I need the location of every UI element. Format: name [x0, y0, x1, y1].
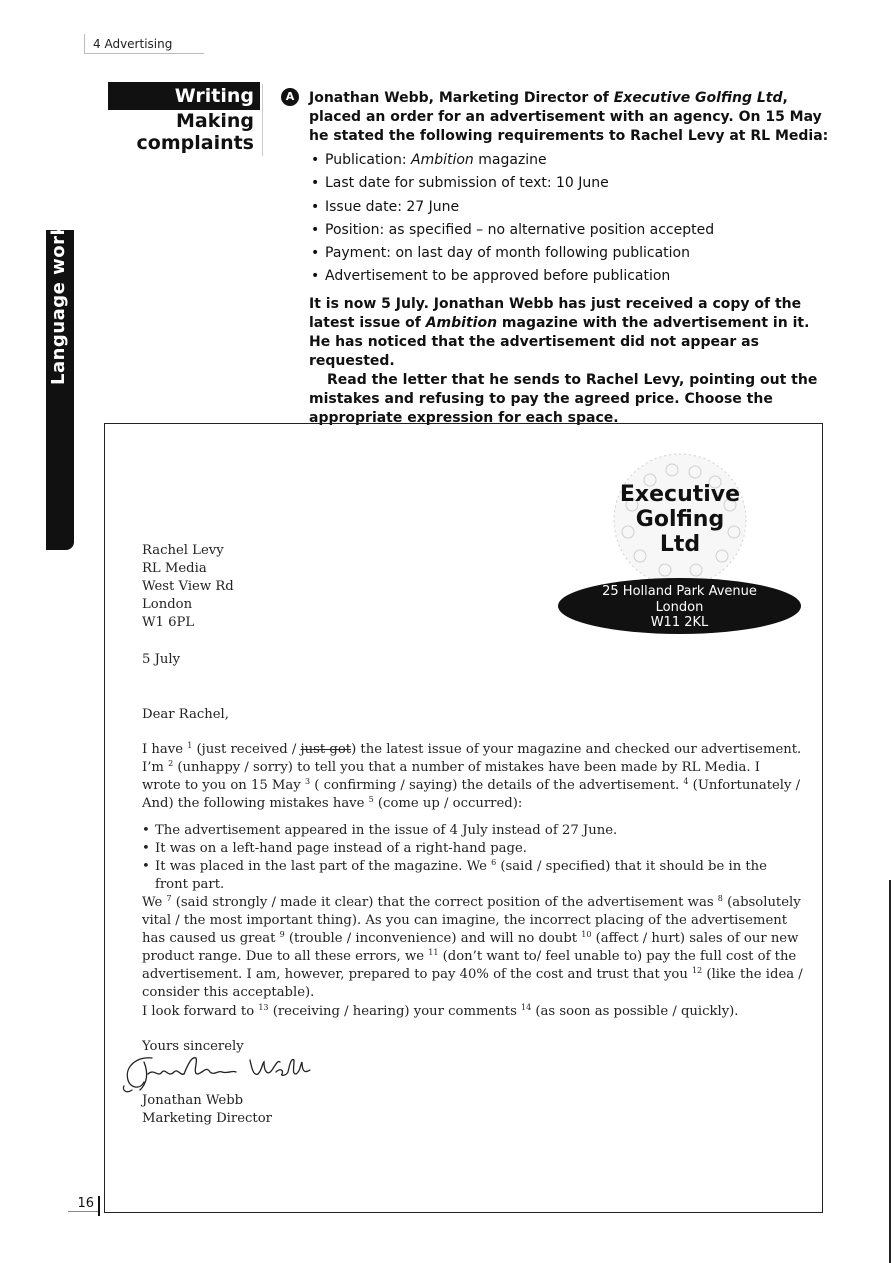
page-edge: [889, 880, 891, 1263]
list-item: • The advertisement appeared in the issue of 4 July instead of 27 June.: [142, 822, 802, 840]
letter-date: 5 July: [142, 652, 181, 667]
letter-closing: Yours sincerely: [142, 1039, 244, 1054]
side-tab-label: Language work: [48, 223, 69, 385]
letter-paragraph-3: I look forward to $^{13}$ (receiving / hearing) your comments $^{14}$ (as soon as possible / quickly).: [142, 1003, 739, 1019]
recipient-address: Rachel Levy RL Media West View Rd London W1 6PL: [142, 543, 234, 630]
company-address: 25 Holland Park Avenue London W11 2KL: [602, 584, 757, 630]
list-item: • Advertisement to be approved before publication: [309, 265, 819, 288]
list-item: • It was placed in the last part of the magazine. We $^6$ (said / specified) that it should be in the front part.: [142, 858, 802, 894]
signatory-title: Marketing Director: [142, 1111, 272, 1126]
exercise-intro: Jonathan Webb, Marketing Director of Executive Golfing Ltd, placed an order for an advertisement with an agency. On 15 May he stated the following requirements to Rachel Levy at RL Media:: [309, 90, 829, 144]
letter-paragraph-1: I have $^1$ (just received / just got) the latest issue of your magazine and checked our advertisement. I’m $^2$ (unhappy / sorry) to tell you that a number of mistakes have been made by RL Media. I wrote to you on 15 May $^3$ ( confirming / saying) the details of the advertisement. $^4$ (Unfortunately / And) the following mistakes have $^5$ (come up / occurred):: [142, 741, 802, 811]
section-divider: [262, 84, 263, 156]
company-logo-text: Executive Golfing Ltd: [619, 482, 741, 557]
exercise-task: It is now 5 July. Jonathan Webb has just received a copy of the latest issue of Ambition magazine with the advertisement in it. He has noticed that the advertisement did not appear as requested. Read the letter that he sends to Rachel Levy, pointing out the mistakes and refusing to pay the agreed price. Choose the appropriate expression for each space.: [309, 295, 829, 428]
list-item: • Position: as specified – no alternative position accepted: [309, 219, 819, 242]
task-instruction: Read the letter that he sends to Rachel Levy, pointing out the mistakes and refusing to pay the agreed price. Choose the appropriate expression for each space.: [309, 372, 818, 426]
letter-paragraph-2: We $^7$ (said strongly / made it clear) that the correct position of the advertisement was $^8$ (absolutely vital / the most important thing). As you can imagine, the incorrect placing of the advertisement has caused us great $^9$ (trouble / inconvenience) and will no doubt $^{10}$ (affect / hurt) sales of our new product range. Due to all these errors, we $^{11}$ (don’t want to/ feel unable to) pay the full cost of the advertisement. I am, however, prepared to pay 40% of the cost and trust that you $^{12}$ (like the idea / consider this acceptable).: [142, 894, 803, 1000]
letter-salutation: Dear Rachel,: [142, 707, 229, 722]
page-number: 16: [68, 1196, 98, 1212]
list-item: • It was on a left-hand page instead of a right-hand page.: [142, 840, 802, 858]
list-item: • Publication: Ambition magazine: [309, 149, 819, 172]
list-item: • Last date for submission of text: 10 June: [309, 172, 819, 195]
list-item: • Issue date: 27 June: [309, 196, 819, 219]
signatory-name: Jonathan Webb: [142, 1093, 244, 1108]
handwritten-signature: [118, 1052, 318, 1096]
section-title: Writing: [108, 82, 260, 110]
section-subtitle: [108, 110, 260, 154]
mistakes-list: [142, 822, 802, 894]
running-header: [84, 34, 204, 54]
section-subtitle-line2: complaints: [136, 132, 254, 154]
company-name: Executive Golfing Ltd: [613, 90, 783, 106]
page-number-marker: [98, 1196, 100, 1216]
exercise-badge: A: [281, 88, 299, 106]
section-subtitle-line1: Making: [175, 110, 254, 132]
running-header-text: 4 Advertising: [93, 37, 173, 51]
list-item: • Payment: on last day of month following publication: [309, 242, 819, 265]
requirements-list: [309, 149, 819, 289]
